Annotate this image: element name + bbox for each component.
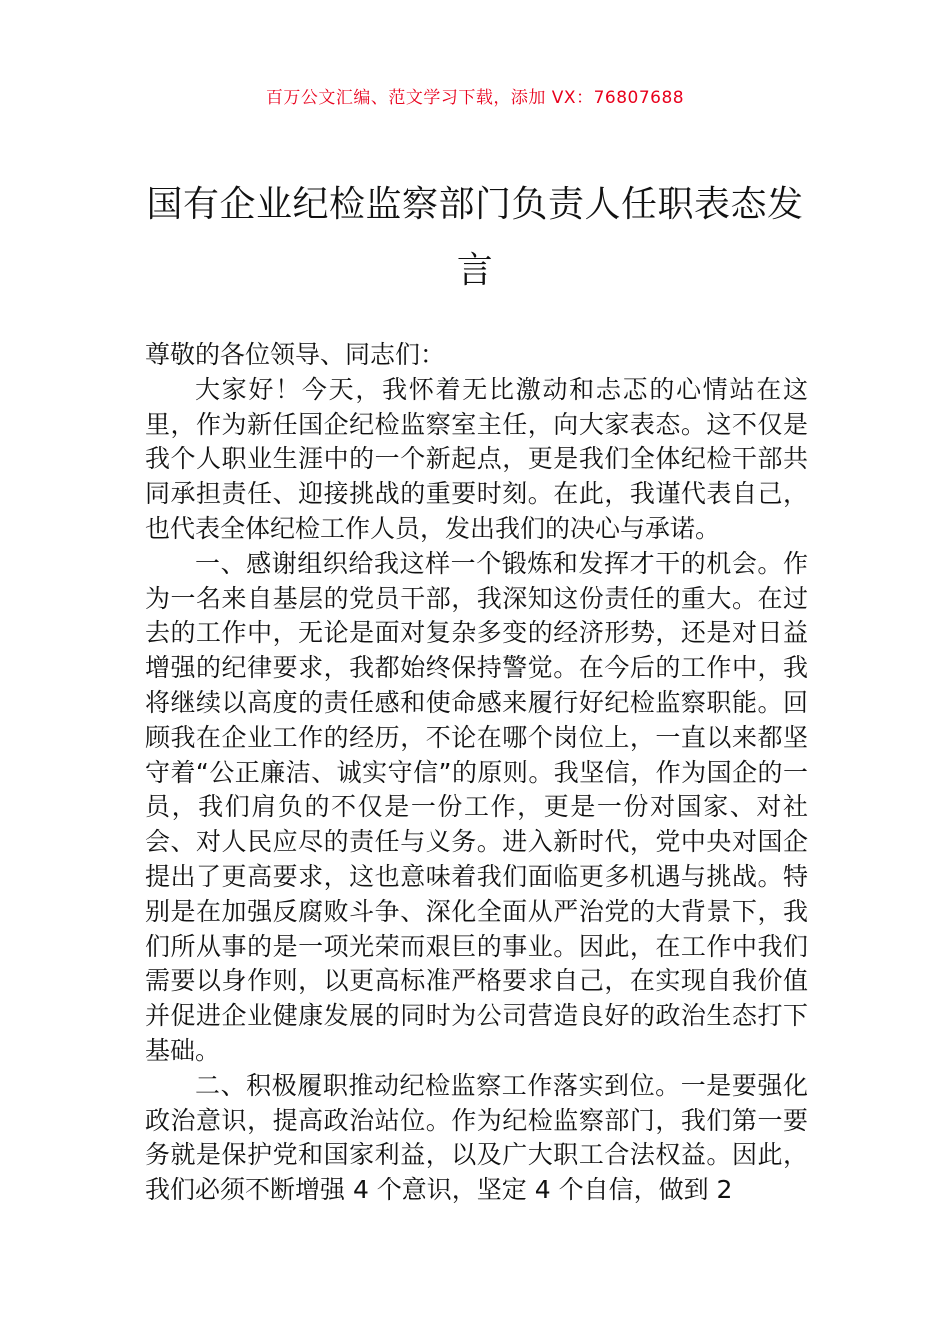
salutation: 尊敬的各位领导、同志们： bbox=[145, 340, 446, 369]
header-watermark-note: 百万公文汇编、范文学习下载，添加 VX：76807688 bbox=[265, 88, 685, 108]
paragraph-section-two: 二、积极履职推动纪检监察工作落实到位。一是要强化政治意识，提高政治站位。作为纪检监察部门，我们第一要务就是保护党和国家利益，以及广大职工合法权益。因此，我们必须不断增强 4 个意识，坚定 4 个自信，做到 2 bbox=[145, 1070, 808, 1205]
document-body bbox=[145, 338, 808, 1208]
paragraph-opening: 大家好！今天，我怀着无比激动和忐忑的心情站在这里，作为新任国企纪检监察室主任，向大家表态。这不仅是我个人职业生涯中的一个新起点，更是我们全体纪检干部共同承担责任、迎接挑战的重要时刻。在此，我谨代表自己，也代表全体纪检工作人员，发出我们的决心与承诺。 bbox=[145, 374, 808, 543]
paragraph-section-one: 一、感谢组织给我这样一个锻炼和发挥才干的机会。作为一名来自基层的党员干部，我深知这份责任的重大。在过去的工作中，无论是面对复杂多变的经济形势，还是对日益增强的纪律要求，我都始终保持警觉。在今后的工作中，我将继续以高度的责任感和使命感来履行好纪检监察职能。回顾我在企业工作的经历，不论在哪个岗位上，一直以来都坚守着“公正廉洁、诚实守信”的原则。我坚信，作为国企的一员，我们肩负的不仅是一份工作，更是一份对国家、对社会、对人民应尽的责任与义务。进入新时代，党中央对国企提出了更高要求，这也意味着我们面临更多机遇与挑战。特别是在加强反腐败斗争、深化全面从严治党的大背景下，我们所从事的是一项光荣而艰巨的事业。因此，在工作中我们需要以身作则，以更高标准严格要求自己，在实现自我价值并促进企业健康发展的同时为公司营造良好的政治生态打下基础。 bbox=[145, 548, 808, 1065]
document-title: 国有企业纪检监察部门负责人任职表态发言 bbox=[146, 184, 804, 291]
